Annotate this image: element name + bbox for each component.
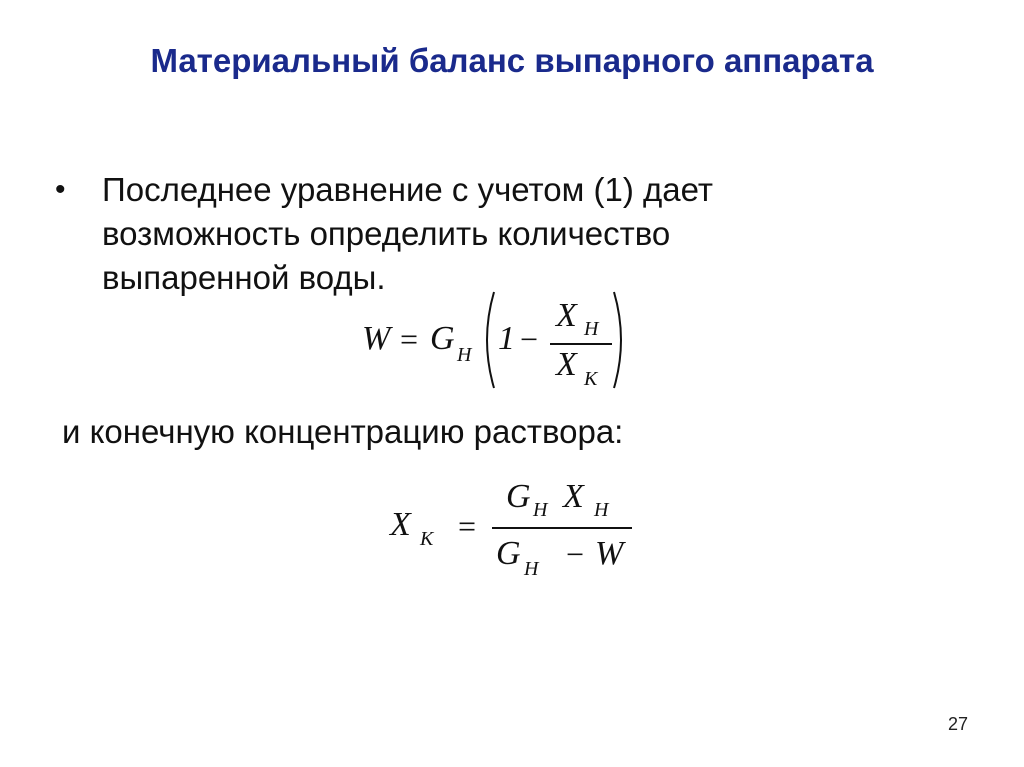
eq2-den-g-sub: H [524,558,539,580]
eq2-equals: = [458,508,477,544]
eq2-lhs: X [390,506,411,543]
concentration-intro-text: и конечную концентрацию раствора: [62,413,624,450]
page-number: 27 [947,714,968,734]
slide-title: Материальный баланс выпарного аппарата [150,42,874,79]
eq2-den-w: W [595,535,624,572]
eq1-equals: = [400,321,419,357]
eq1-num-sub: H [584,318,599,340]
eq2-lhs-sub: K [420,528,434,550]
eq1-den-sub: K [584,368,598,390]
eq1-lhs: W [362,320,391,357]
eq1-den-x: X [556,346,577,383]
eq2-num-g-sub: H [533,499,548,521]
eq2-num-x: X [563,478,584,515]
eq1-one: 1 [498,320,515,357]
eq1-minus: − [520,321,539,357]
eq2-den-g: G [496,535,521,572]
eq2-num-x-sub: H [594,499,609,521]
eq2-den-minus: − [566,536,585,572]
eq1-g-sub: H [457,344,472,366]
bullet-marker: • [55,173,66,206]
bullet-text: Последнее уравнение с учетом (1) дает возможность определить количество выпаренной воды. [102,171,713,296]
eq2-fraction-bar [492,527,632,529]
eq1-num-x: X [556,297,577,334]
eq1-g: G [430,320,455,357]
eq2-num-g: G [506,478,531,515]
